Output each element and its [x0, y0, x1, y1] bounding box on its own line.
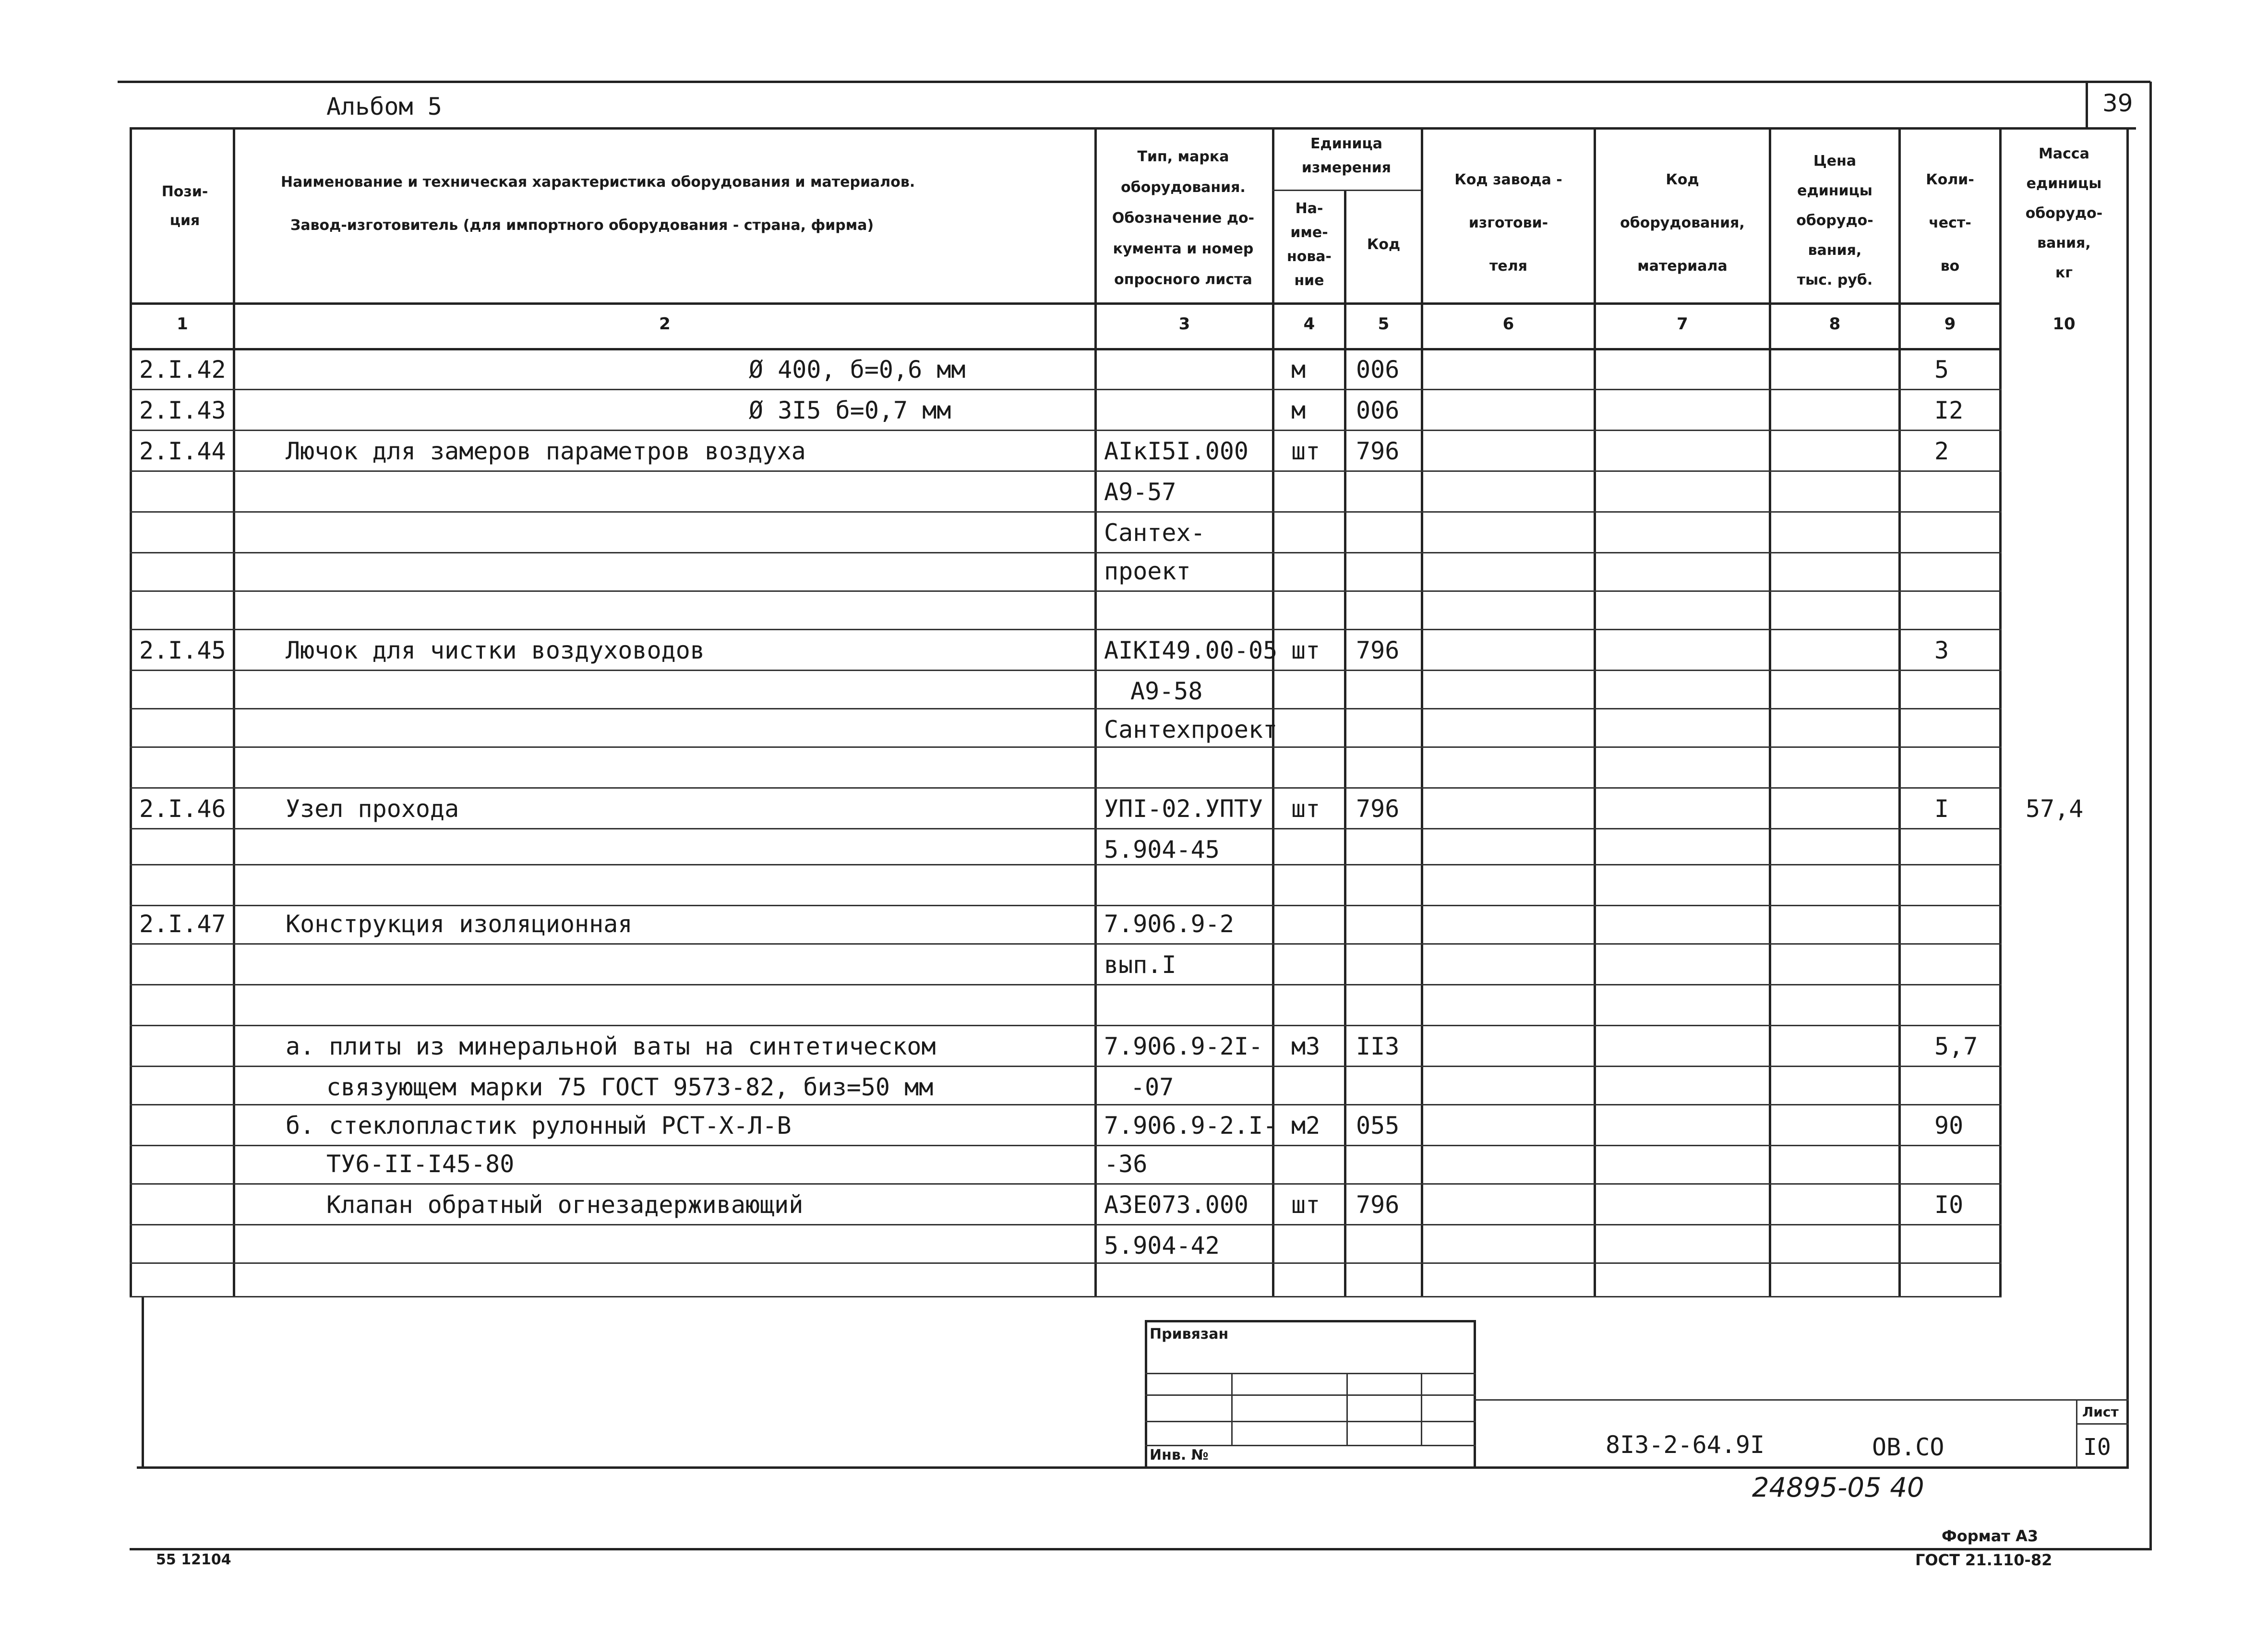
stamp-inventory-label: Инв. №: [1150, 1447, 1209, 1464]
col-unit-code-header: Код: [1367, 236, 1401, 253]
table-row-divider: [130, 552, 2002, 553]
stamp-document-mark: ОВ.СО: [1872, 1433, 1944, 1461]
col-number-1: 1: [177, 314, 188, 334]
cell-unit-code: 796: [1356, 1191, 1400, 1219]
cell-type: Сантехпроект: [1104, 716, 1278, 744]
cell-name: Ø 3I5 б=0,7 мм: [749, 396, 951, 424]
cell-type: Сантех-: [1104, 519, 1205, 547]
cell-unit: м: [1291, 356, 1306, 384]
cell-unit-code: 796: [1356, 437, 1400, 465]
table-row-divider: [130, 629, 2002, 630]
cell-name: ТУ6-II-I45-80: [326, 1150, 515, 1178]
cell-type: AIKI49.00-05: [1104, 636, 1278, 664]
table-row-divider: [130, 1104, 2002, 1105]
cell-unit: м2: [1291, 1112, 1320, 1140]
cell-quantity: 5: [1934, 356, 1949, 384]
cell-quantity: I: [1934, 795, 1949, 823]
cell-type: AIкI5I.000: [1104, 437, 1249, 465]
col-name-header-line2: Завод-изготовитель (для импортного оборудования - страна, фирма): [290, 217, 874, 234]
table-row-divider: [130, 389, 2002, 390]
table-row-divider: [130, 746, 2002, 748]
cell-position: 2.I.42: [139, 356, 226, 384]
col-number-4: 4: [1303, 314, 1315, 334]
table-row-divider: [130, 1066, 2002, 1067]
col-number-2: 2: [659, 314, 671, 334]
cell-unit: м: [1291, 396, 1306, 424]
col-mass-header: Масса единицы оборудо- вания, кг: [2025, 145, 2103, 281]
cell-mass: 57,4: [2026, 795, 2084, 823]
col-number-9: 9: [1944, 314, 1956, 334]
cell-type: проект: [1104, 557, 1191, 585]
col-number-10: 10: [2052, 314, 2076, 334]
stamp-sheet-label: Лист: [2082, 1404, 2119, 1420]
handwritten-number: 24895-05 40: [1752, 1472, 1924, 1503]
cell-quantity: 2: [1934, 437, 1949, 465]
cell-quantity: 90: [1934, 1112, 1964, 1140]
cell-unit-code: 006: [1356, 396, 1400, 424]
table-row-divider: [130, 470, 2002, 472]
stamp-document-code: 8I3-2-64.9I: [1606, 1431, 1765, 1459]
cell-type: 5.904-42: [1104, 1232, 1220, 1260]
cell-quantity: I0: [1934, 1191, 1964, 1219]
cell-name: Клапан обратный огнезадерживающий: [326, 1191, 804, 1219]
table-row-divider: [130, 430, 2002, 431]
cell-quantity: I2: [1934, 396, 1964, 424]
col-plant-code-header: Код завода - изготови- теля: [1454, 171, 1562, 275]
stamp-sheet-number: I0: [2083, 1434, 2111, 1461]
col-qty-header: Коли- чест- во: [1926, 171, 1974, 275]
cell-unit-code: 055: [1356, 1112, 1400, 1140]
cell-name: Ø 400, б=0,6 мм: [749, 356, 966, 384]
cell-type: A3E073.000: [1104, 1191, 1249, 1219]
col-number-3: 3: [1178, 314, 1190, 334]
table-row-divider: [130, 511, 2002, 513]
col-price-header: Цена единицы оборудо- вания, тыс. руб.: [1796, 153, 1873, 288]
cell-unit: шт: [1291, 437, 1320, 465]
footer-format: Формат A3: [1942, 1527, 2039, 1545]
cell-quantity: 5,7: [1934, 1032, 1978, 1060]
cell-type: A9-57: [1104, 478, 1176, 506]
cell-name: а. плиты из минеральной ваты на синтетическом: [286, 1032, 936, 1060]
col-type-header: Тип, марка оборудования. Обозначение до- кумента и номер опросного листа: [1112, 148, 1255, 288]
table-row-divider: [130, 943, 2002, 945]
cell-position: 2.I.43: [139, 396, 226, 424]
col-name-header-line1: Наименование и техническая характеристика оборудования и материалов.: [281, 174, 915, 191]
cell-unit: шт: [1291, 795, 1320, 823]
col-number-7: 7: [1677, 314, 1688, 334]
cell-type: -07: [1130, 1073, 1174, 1101]
cell-type: -36: [1104, 1150, 1148, 1178]
table-row-divider: [130, 1145, 2002, 1146]
cell-unit-code: 006: [1356, 356, 1400, 384]
table-row-divider: [130, 828, 2002, 829]
col-unit-name-header: На- име- нова- ние: [1286, 200, 1332, 289]
cell-unit-code: II3: [1356, 1032, 1400, 1060]
table-row-divider: [130, 1025, 2002, 1026]
cell-unit-code: 796: [1356, 636, 1400, 664]
stamp-privyazan-label: Привязан: [1150, 1326, 1229, 1343]
cell-unit: м3: [1291, 1032, 1320, 1060]
cell-name: Лючок для замеров параметров воздуха: [286, 437, 806, 465]
col-number-8: 8: [1829, 314, 1841, 334]
col-number-5: 5: [1378, 314, 1390, 334]
table-row-divider: [130, 670, 2002, 671]
cell-position: 2.I.47: [139, 910, 226, 938]
col-equip-code-header: Код оборудования, материала: [1620, 171, 1745, 275]
table-row-divider: [130, 1296, 2002, 1297]
cell-type: 7.906.9-2: [1104, 910, 1234, 938]
cell-name: б. стеклопластик рулонный РСТ-Х-Л-В: [286, 1112, 792, 1140]
cell-position: 2.I.45: [139, 636, 226, 664]
table-row-divider: [130, 708, 2002, 709]
album-title: Альбом 5: [326, 93, 442, 120]
table-row-divider: [130, 590, 2002, 592]
page-number: 39: [2102, 89, 2133, 117]
table-row-divider: [130, 1183, 2002, 1185]
cell-type: 5.904-45: [1104, 836, 1220, 864]
col-number-6: 6: [1502, 314, 1514, 334]
cell-type: A9-58: [1130, 677, 1203, 705]
col-position-header: Пози- ция: [161, 183, 208, 229]
table-row-divider: [130, 1224, 2002, 1225]
footer-left-code: 55 12104: [156, 1551, 231, 1568]
cell-name: Конструкция изоляционная: [286, 910, 633, 938]
cell-type: 7.906.9-2.I-: [1104, 1112, 1278, 1140]
cell-type: 7.906.9-2I-: [1104, 1032, 1263, 1060]
table-row-divider: [130, 984, 2002, 985]
cell-type: УПI-02.УПТУ: [1104, 795, 1263, 823]
cell-unit: шт: [1291, 636, 1320, 664]
cell-unit: шт: [1291, 1191, 1320, 1219]
cell-name: Узел прохода: [286, 795, 459, 823]
col-unit-header: Единица измерения: [1301, 135, 1392, 176]
cell-quantity: 3: [1934, 636, 1949, 664]
cell-type: вып.I: [1104, 951, 1176, 979]
cell-name: связующем марки 75 ГОСТ 9573-82, биз=50 мм: [326, 1073, 934, 1101]
table-row-divider: [130, 787, 2002, 789]
table-row-divider: [130, 905, 2002, 906]
table-row-divider: [130, 864, 2002, 865]
cell-unit-code: 796: [1356, 795, 1400, 823]
cell-name: Лючок для чистки воздуховодов: [286, 636, 705, 664]
cell-position: 2.I.46: [139, 795, 226, 823]
table-row-divider: [130, 1262, 2002, 1264]
footer-gost: ГОСТ 21.110-82: [1915, 1551, 2052, 1569]
cell-position: 2.I.44: [139, 437, 226, 465]
